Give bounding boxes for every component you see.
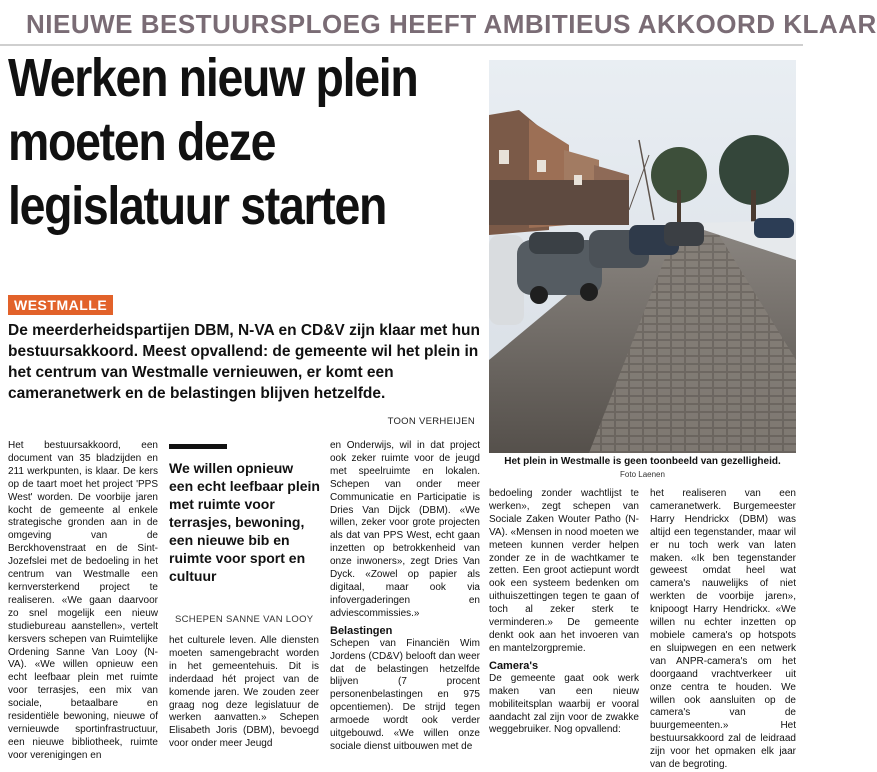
headline-line-3: legislatuur starten	[8, 176, 387, 236]
article-column-2	[169, 635, 319, 751]
paragraph: Schepen van Financiën Wim Jordens (CD&V) belooft dan weer dat de belastingen hetzelfde blijven (7 procent personenbelastingen en 975 opcentiemen). De strijd tegen armoede wordt ook verder uitgebouwd. «We willen onze sociale dienst uitbouwen met de	[330, 637, 480, 752]
paragraph: Het bestuursakkoord, een document van 35 bladzijden en 211 werkpunten, is klaar. De kers op de taart moet het project 'PPS West' worden. De voorbije jaren kocht de gemeente al enkele strategische gronden aan in de omgeving van de Berckhovenstraat en de Sint-Jozefslei met de bedoeling in het centrum van Westmalle een kernversterkend project te realiseren. «We gaan daarvoor zo snel mogelijk een nieuw studiebureau aanstellen», vertelt kersvers schepen van Ruimtelijke Ordening Sanne Van Looy (N-VA). «We willen opnieuw een echt leefbaar plein met ruimte voor terrasjes, een mix van sociale, betaalbare en residentiële bewoning, nieuwe of vernieuwde sportinfrastructuur, een nieuwe bibliotheek, ruimte voor verenigingen en	[8, 440, 158, 761]
paragraph: het culturele leven. Alle diensten moeten samengebracht worden in het gemeentehuis. Dit is inderdaad hét project van de komende jaren. We zouden zeer graag nog deze legislatuur de werken aanvatten.» Schepen Elisabeth Joris (DBM), bevoegd voor onder meer Jeugd	[169, 635, 319, 750]
subheading-belastingen: Belastingen	[330, 624, 393, 637]
kicker-heading: NIEUWE BESTUURSPLOEG HEEFT AMBITIEUS AKKOORD KLAAR	[26, 9, 877, 39]
region-tag: WESTMALLE	[8, 295, 113, 315]
photo-credit: Foto Laenen	[620, 470, 665, 479]
article-column-3	[330, 440, 480, 754]
paragraph: bedoeling zonder wachtlijst te werken», zegt schepen van Sociale Zaken Wouter Patho (N-VA). «Mensen in nood moeten we meteen kunnen verder helpen zonder ze in de wachtkamer te zetten. Een groot actiepunt wordt ook een systeem bedenken om uithuiszettingen tegen te gaan of toch al zeker sterk te verminderen.» De gemeente denkt ook aan het invoeren van en mantelzorgpremie.	[489, 488, 639, 654]
headline-line-1: Werken nieuw plein	[8, 48, 418, 108]
paragraph: het realiseren van een cameranetwerk. Burgemeester Harry Hendrickx (DBM) was altijd een tegenstander, maar wil er nu toch werk van laten maken. «Ik ben tegenstander geweest omdat heel wat camera's nauwelijks of niet werkten de voorbije jaren», knipoogt Harry Hendrickx. «We willen nu echter inzetten op mobiele camera's op hotspots en sluipwegen en een netwerk van ANPR-camera's om het doorgaand vrachtverkeer uit onze centra te houden. We willen ook aansluiten op de camera's van de buurgemeenten.» Het bestuursakkoord zal de leidraad zijn voor het opmaken elk jaar van de begroting.	[650, 488, 796, 771]
pull-quote: We willen opnieuw een echt leefbaar plein met ruimte voor terrasjes, bewoning, een nieuwe bib en ruimte voor sport en cultuur	[169, 460, 320, 584]
paragraph: De gemeente gaat ook werk maken van een nieuw mobiliteitsplan waarbij er vooral aandacht zal zijn voor de zwakke weggebruiker. Nog opvallend:	[489, 672, 639, 736]
subheading-cameras: Camera's	[489, 659, 539, 672]
article-column-1	[8, 440, 158, 763]
kicker-bar	[0, 0, 877, 46]
article-column-5	[650, 488, 796, 772]
intro-lead: De meerderheidspartijen DBM, N-VA en CD&V zijn klaar met hun bestuursakkoord. Meest opvallend: de gemeente wil het plein in het centrum van Westmalle vernieuwen, er komt een cameranetwerk en de belastingen blijven hetzelfde.	[8, 322, 480, 402]
street-photo-illustration	[489, 60, 796, 453]
quote-rule	[169, 444, 227, 449]
article-photo	[489, 60, 796, 453]
pull-quote-source: SCHEPEN SANNE VAN LOOY	[175, 614, 314, 625]
headline	[8, 46, 490, 238]
article-column-4	[489, 488, 639, 737]
photo-caption: Het plein in Westmalle is geen toonbeeld van gezelligheid.	[504, 456, 781, 467]
paragraph: en Onderwijs, wil in dat project ook zeker ruimte voor de jeugd met speelruimte en lokalen. Schepen van onder meer Communicatie en Participatie is Dries Van Dijck (DBM). «We willen, zeker voor grote projecten als dat van PPS West, echt gaan inzetten op betrokkenheid van onze inwoners», zegt Dries Van Dyck. «Zowel op papier als digitaal, maar ook via infovergaderingen en adviescommissies.»	[330, 440, 480, 619]
headline-line-2: moeten deze	[8, 112, 276, 172]
byline: TOON VERHEIJEN	[387, 416, 475, 427]
